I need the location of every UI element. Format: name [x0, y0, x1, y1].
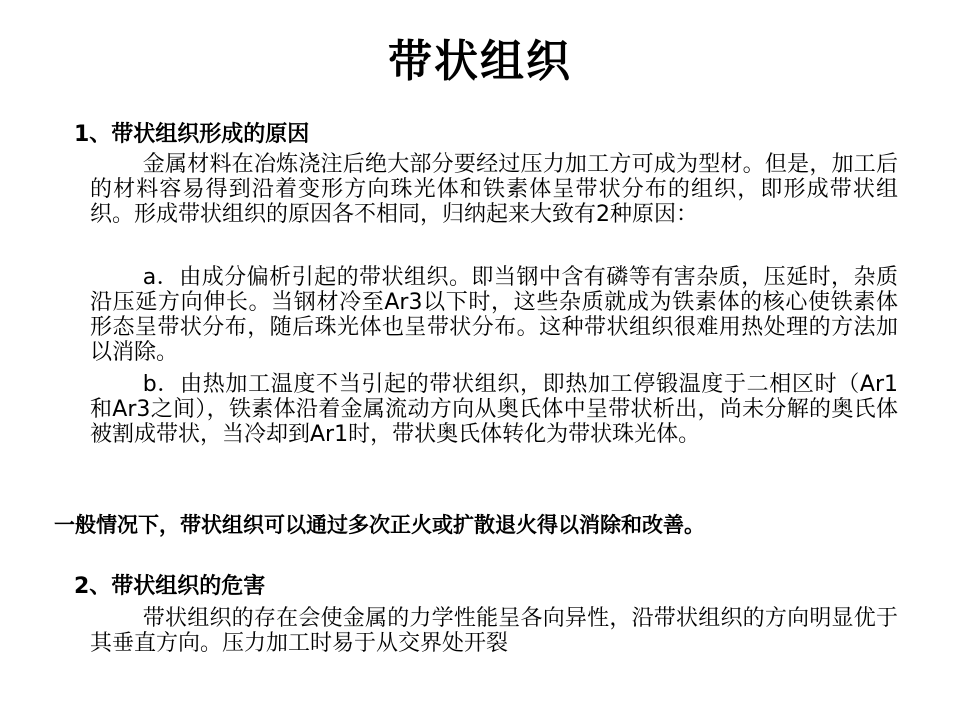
slide-title: 带状组织 [388, 36, 572, 87]
summary-note: 一般情况下，带状组织可以通过多次正火或扩散退火得以消除和改善。 [54, 513, 705, 537]
section2-heading: 2、带状组织的危害 [74, 574, 266, 599]
section2-text: 带状组织的存在会使金属的力学性能呈各向异性，沿带状组织的方向明显优于其垂直方向。压力加工时易于从交界处开裂 [90, 606, 898, 656]
section1-intro: 金属材料在冶炼浇注后绝大部分要经过压力加工方可成为型材。但是，加工后的材料容易得到沿着变形方向珠光体和铁素体呈带状分布的组织，即形成带状组织。形成带状组织的原因各不相同，归纳起来大致有2种原因： [90, 152, 898, 227]
reason-a-paragraph: a．由成分偏析引起的带状组织。即当钢中含有磷等有害杂质，压延时，杂质沿压延方向伸长。当钢材冷至Ar3以下时，这些杂质就成为铁素体的核心使铁素体形态呈带状分布，随后珠光体也呈带状分布。这种带状组织很难用热处理的方法加以消除。 [90, 265, 898, 365]
reason-b-paragraph: b．由热加工温度不当引起的带状组织，即热加工停锻温度于二相区时（Ar1和Ar3之间），铁素体沿着金属流动方向从奥氏体中呈带状析出，尚未分解的奥氏体被割成带状，当冷却到Ar1时，带状奥氏体转化为带状珠光体。 [90, 372, 898, 447]
section1-heading: 1、带状组织形成的原因 [74, 122, 310, 147]
